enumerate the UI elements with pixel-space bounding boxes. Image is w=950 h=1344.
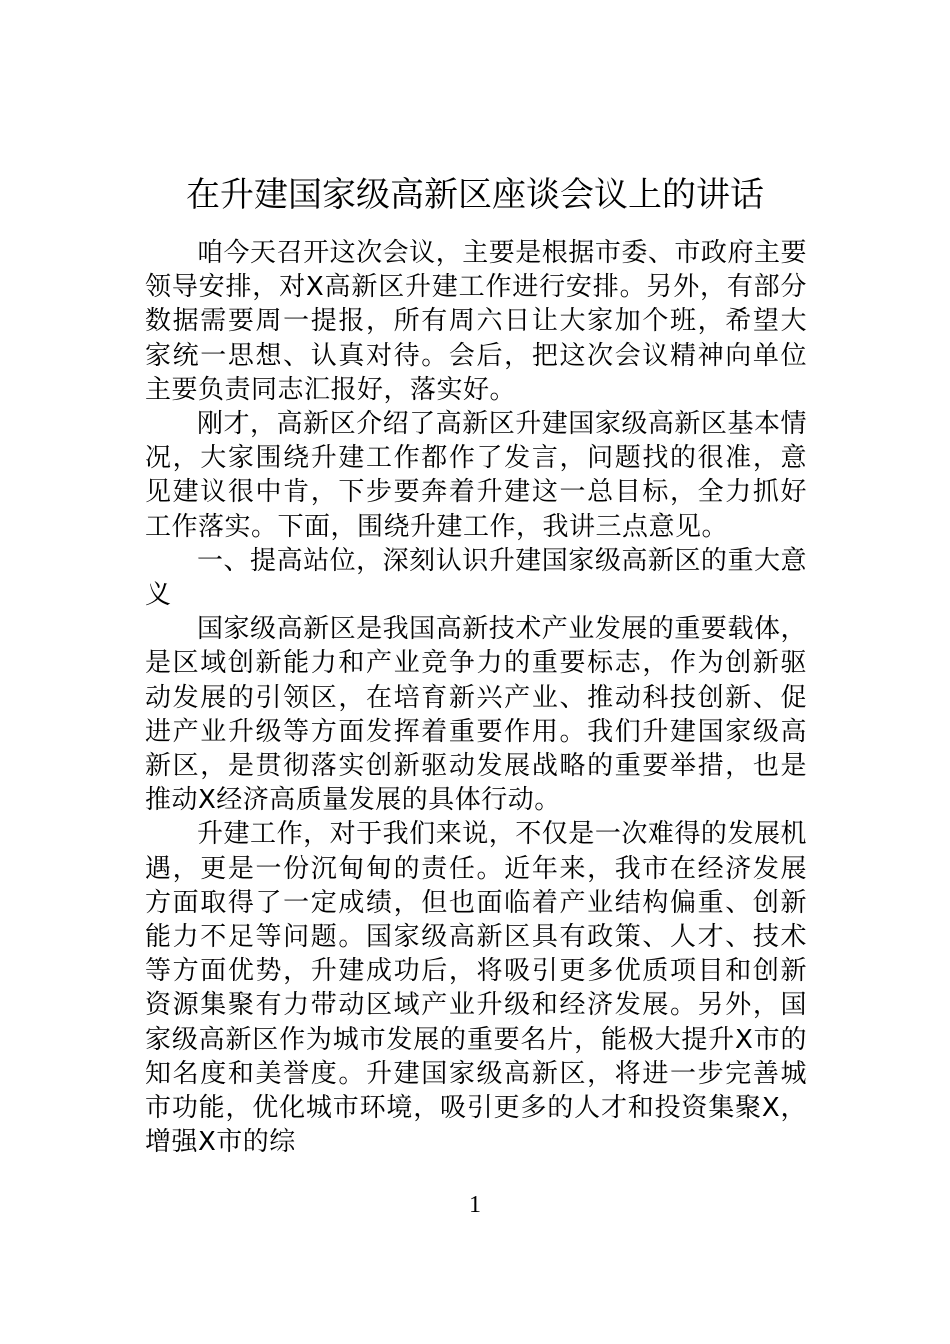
paragraph-1: 咱今天召开这次会议，主要是根据市委、市政府主要领导安排，对X高新区升建工作进行安排。另外，有部分数据需要周一提报，所有周六日让大家加个班，希望大家统一思想、认真对待。会后，把这次会议精神向单位主要负责同志汇报好，落实好。 [145, 238, 807, 405]
paragraph-2: 刚才，高新区介绍了高新区升建国家级高新区基本情况，大家围绕升建工作都作了发言，问题找的很准，意见建议很中肯，下步要奔着升建这一总目标，全力抓好工作落实。下面，围绕升建工作，我讲三点意见。 [145, 409, 807, 542]
document-body [145, 236, 807, 1159]
document-title: 在升建国家级高新区座谈会议上的讲话 [186, 175, 764, 215]
section-heading-1: 一、提高站位，深刻认识升建国家级高新区的重大意义 [145, 545, 807, 611]
paragraph-3: 国家级高新区是我国高新技术产业发展的重要载体，是区域创新能力和产业竞争力的重要标志，作为创新驱动发展的引领区，在培育新兴产业、推动科技创新、促进产业升级等方面发挥着重要作用。我们升建国家级高新区，是贯彻落实创新驱动发展战略的重要举措，也是推动X经济高质量发展的具体行动。 [145, 614, 807, 816]
paragraph-4: 升建工作，对于我们来说，不仅是一次难得的发展机遇，更是一份沉甸甸的责任。近年来，我市在经济发展方面取得了一定成绩，但也面临着产业结构偏重、创新能力不足等问题。国家级高新区具有政策、人才、技术等方面优势，升建成功后，将吸引更多优质项目和创新资源集聚有力带动区域产业升级和经济发展。另外，国家级高新区作为城市发展的重要名片，能极大提升X市的知名度和美誉度。升建国家级高新区，将进一步完善城市功能，优化城市环境，吸引更多的人才和投资集聚X，增强X市的综 [145, 819, 807, 1158]
page-number: 1 [469, 1192, 481, 1218]
